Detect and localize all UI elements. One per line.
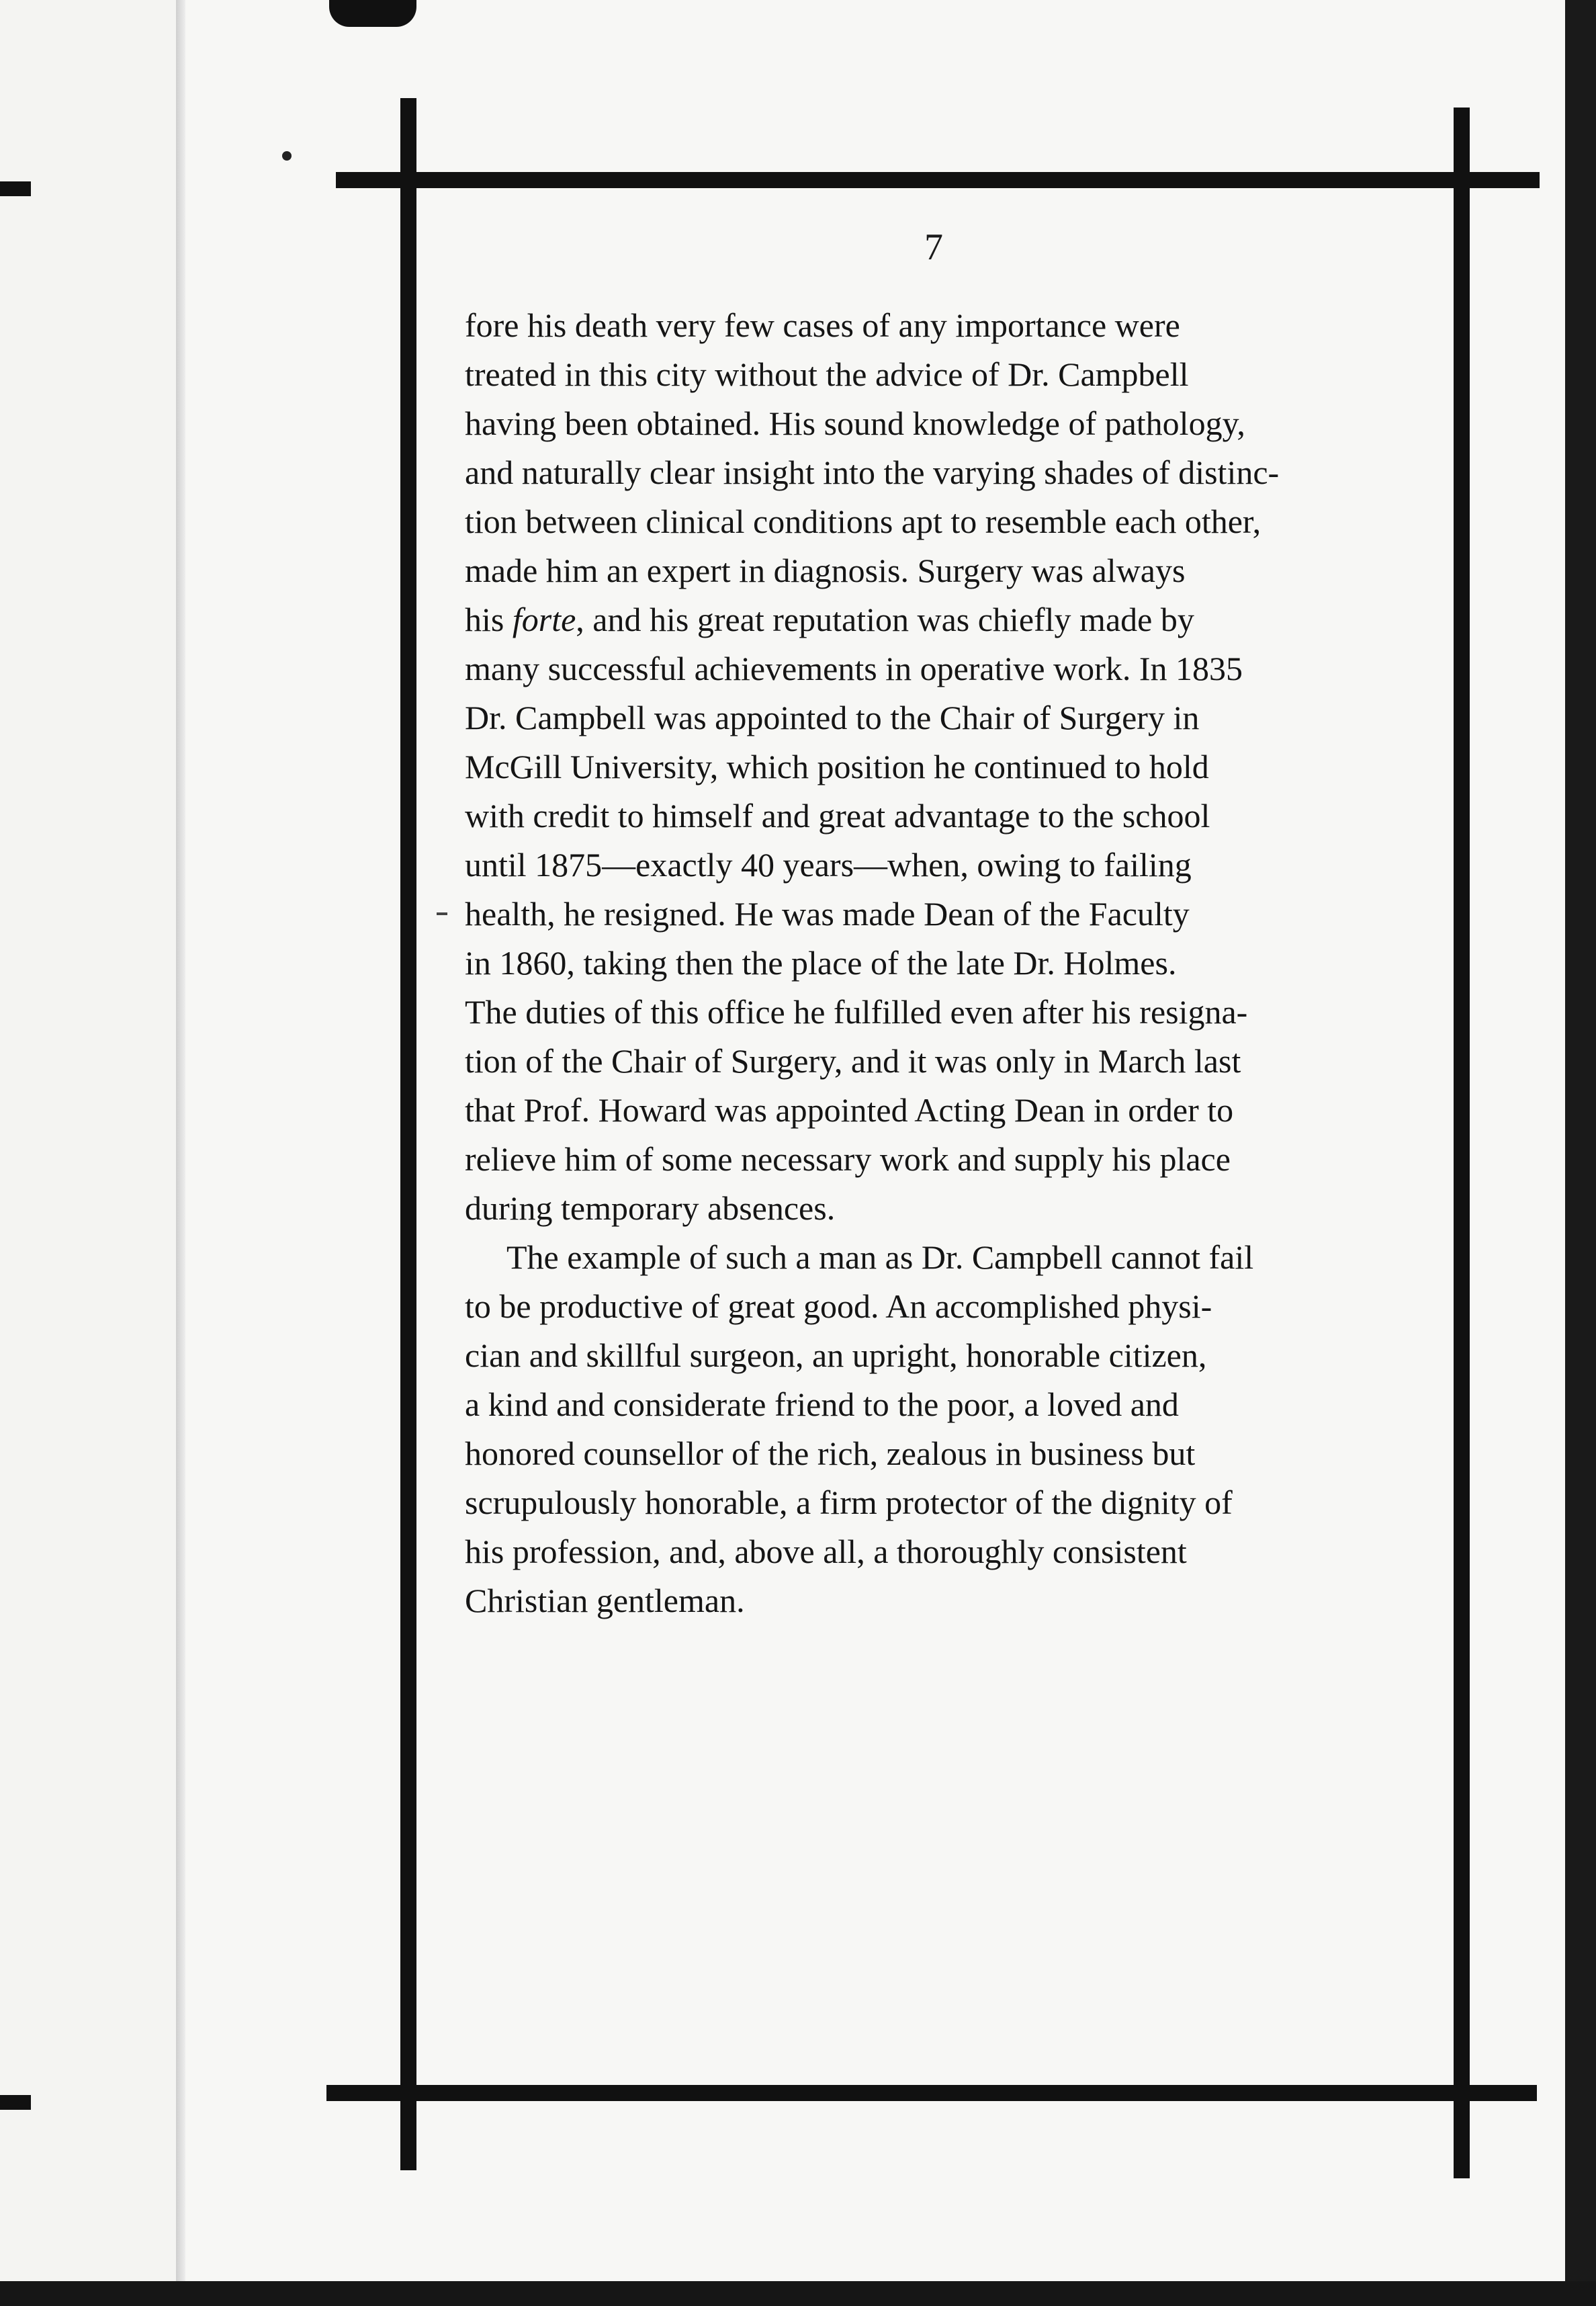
text-line: health, he resigned. He was made Dean of the Faculty [465,895,1190,933]
ink-blot [329,0,416,27]
text-line: many successful achievements in operative work. In 1835 [465,650,1243,687]
text-line: The example of such a man as Dr. Campbell cannot fail [506,1238,1254,1276]
ink-dot [282,151,292,161]
paragraph-1 [465,301,1413,1233]
text-line: to be productive of great good. An accomplished physi- [465,1287,1212,1325]
margin-mark [437,912,447,915]
text-line: scrupulously honorable, a firm protector of the dignity of [465,1484,1233,1521]
text-line: McGill University, which position he continued to hold [465,748,1209,785]
text-line: with credit to himself and great advantage to the school [465,797,1210,835]
text-line: relieve him of some necessary work and supply his place [465,1140,1231,1178]
text-line: tion between clinical conditions apt to resemble each other, [465,503,1261,540]
facing-page-strip [0,0,179,2284]
frame-rule-right [1454,108,1470,2178]
text-line: and naturally clear insight into the varying shades of distinc- [465,454,1280,491]
text-line: tion of the Chair of Surgery, and it was only in March last [465,1042,1241,1080]
frame-rule-top [336,172,1540,188]
frame-mark-top [0,181,31,196]
text-line: Christian gentleman. [465,1582,745,1619]
text-line: treated in this city without the advice of Dr. Campbell [465,355,1189,393]
paragraph-2 [465,1233,1413,1625]
text-line: fore his death very few cases of any importance were [465,306,1180,344]
text-line: honored counsellor of the rich, zealous in business but [465,1435,1196,1472]
scan-edge-right [1565,0,1596,2306]
text-line: his profession, and, above all, a thoroughly consistent [465,1533,1187,1570]
text-line: during temporary absences. [465,1189,836,1227]
frame-rule-bottom [326,2085,1537,2101]
body-text [465,301,1413,1625]
text-line: Dr. Campbell was appointed to the Chair of Surgery in [465,699,1200,736]
text-line: cian and skillful surgeon, an upright, honorable citizen, [465,1336,1207,1374]
text-line: that Prof. Howard was appointed Acting Dean in order to [465,1091,1234,1129]
frame-rule-left [400,98,416,2170]
page-fold [176,0,185,2284]
text-line: in 1860, taking then the place of the late Dr. Holmes. [465,944,1177,982]
text-line: having been obtained. His sound knowledge of pathology, [465,404,1245,442]
text-line: made him an expert in diagnosis. Surgery was always [465,552,1186,589]
text-line: his forte, and his great reputation was chiefly made by [465,601,1194,638]
page-number: 7 [924,226,943,268]
scan-edge-bottom [0,2281,1596,2306]
text-line: a kind and considerate friend to the poor, a loved and [465,1385,1179,1423]
text-line: until 1875—exactly 40 years—when, owing to failing [465,846,1192,884]
frame-mark-bottom [0,2095,31,2110]
text-line: The duties of this office he fulfilled even after his resigna- [465,993,1248,1031]
